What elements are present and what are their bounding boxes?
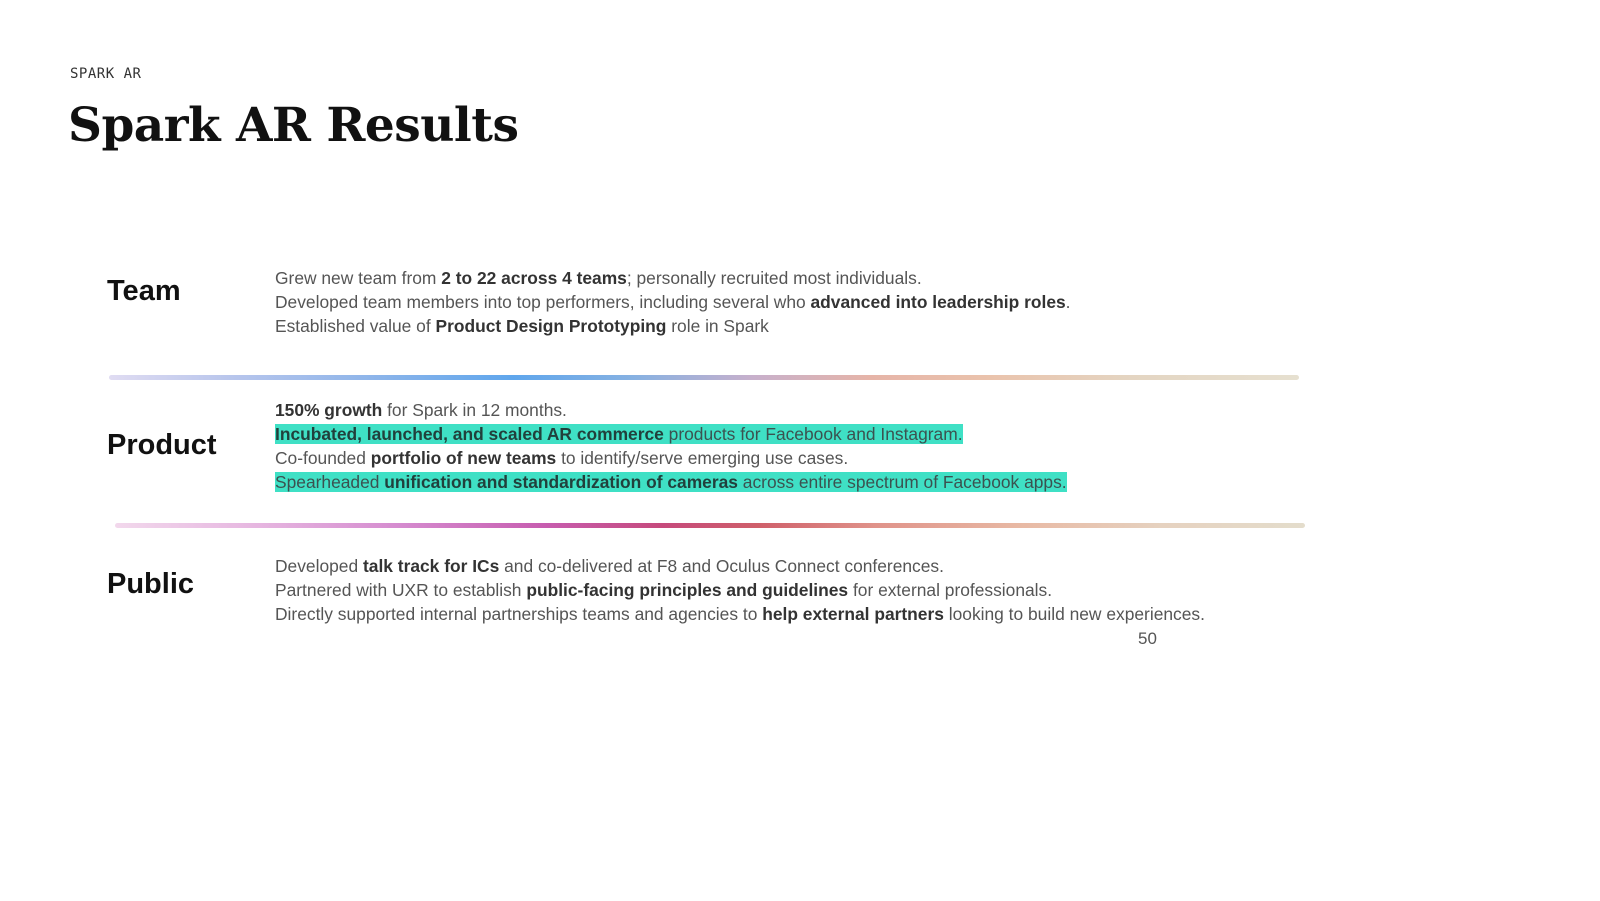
team-results-list <box>275 266 1071 338</box>
result-line <box>275 470 1067 494</box>
product-results-list <box>275 398 1067 494</box>
line-segment: Established value of <box>275 316 436 336</box>
gradient-divider-blue <box>109 375 1299 380</box>
result-line <box>275 602 1205 626</box>
line-segment: to identify/serve emerging use cases. <box>556 448 849 468</box>
line-segment: Co-founded <box>275 448 371 468</box>
page-title: Spark AR Results <box>68 98 519 153</box>
line-segment: products for Facebook and Instagram. <box>663 424 963 444</box>
line-segment: looking to build new experiences. <box>943 604 1205 624</box>
result-line <box>275 578 1205 602</box>
line-emphasis: advanced into leadership roles <box>810 292 1066 312</box>
result-line <box>275 398 1067 422</box>
line-emphasis: public-facing principles and guidelines <box>526 580 849 600</box>
result-line <box>275 266 1071 290</box>
page-number: 50 <box>1138 629 1157 648</box>
line-emphasis: Product Design Prototyping <box>435 316 667 336</box>
section-label-team: Team <box>107 275 181 307</box>
line-emphasis: 150% growth <box>275 400 383 420</box>
line-emphasis: portfolio of new teams <box>370 448 557 468</box>
line-segment: Partnered with UXR to establish <box>275 580 527 600</box>
line-segment: Developed team members into top performers, including several who <box>275 292 811 312</box>
highlighted-line <box>275 424 963 444</box>
line-segment: Grew new team from <box>275 268 442 288</box>
public-results-list <box>275 554 1205 626</box>
line-segment: Developed <box>275 556 363 576</box>
result-line <box>275 446 1067 470</box>
section-eyebrow: SPARK AR <box>70 66 142 82</box>
highlighted-line <box>275 472 1067 492</box>
section-label-product: Product <box>107 429 217 461</box>
result-line <box>275 554 1205 578</box>
result-line <box>275 290 1071 314</box>
line-segment: Directly supported internal partnerships teams and agencies to <box>275 604 763 624</box>
result-line <box>275 314 1071 338</box>
line-segment: for Spark in 12 months. <box>382 400 567 420</box>
line-emphasis: talk track for ICs <box>362 556 500 576</box>
section-label-public: Public <box>107 568 195 600</box>
line-emphasis: 2 to 22 across 4 teams <box>441 268 627 288</box>
line-segment: role in Spark <box>666 316 769 336</box>
result-line <box>275 422 1067 446</box>
line-segment: . <box>1065 292 1071 312</box>
line-segment: ; personally recruited most individuals. <box>626 268 922 288</box>
line-segment: across entire spectrum of Facebook apps. <box>737 472 1067 492</box>
line-segment: for external professionals. <box>848 580 1053 600</box>
line-emphasis: unification and standardization of cameras <box>384 472 738 492</box>
line-segment: Spearheaded <box>275 472 385 492</box>
gradient-divider-magenta <box>115 523 1305 528</box>
line-emphasis: help external partners <box>762 604 944 624</box>
line-segment: and co-delivered at F8 and Oculus Connect conferences. <box>499 556 944 576</box>
line-emphasis: Incubated, launched, and scaled AR commerce <box>275 424 664 444</box>
